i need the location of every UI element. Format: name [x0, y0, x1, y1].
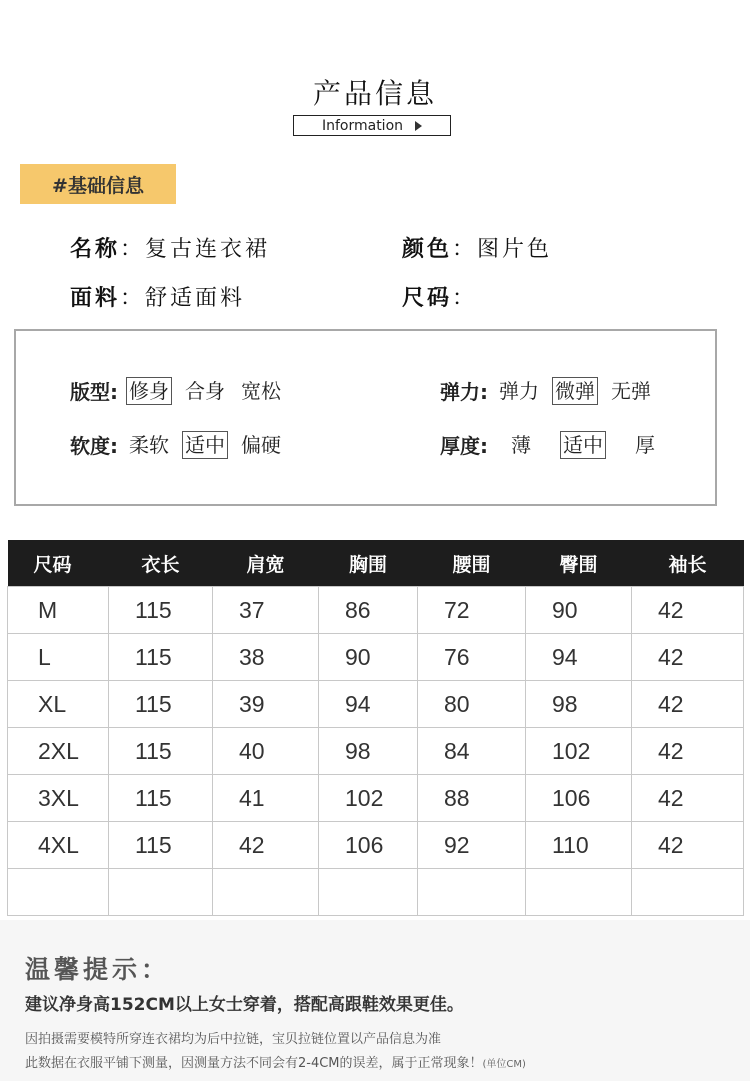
size-table-cell: 84 — [418, 728, 526, 775]
section-tag-basic-info: #基础信息 — [20, 164, 176, 204]
size-table-cell: 115 — [109, 587, 213, 634]
size-table-header: 臀围 — [526, 540, 632, 587]
size-table-cell: 102 — [526, 728, 632, 775]
attr-fit-label: 版型: — [70, 380, 118, 404]
size-table-cell: 115 — [109, 681, 213, 728]
spec-fabric-separator: ： — [120, 286, 146, 311]
size-table-cell: 42 — [632, 587, 744, 634]
size-table-row — [8, 869, 744, 916]
tips-line-2 — [25, 1052, 526, 1071]
size-table-header: 肩宽 — [213, 540, 319, 587]
size-table-cell: 72 — [418, 587, 526, 634]
tips-line-2-text: 此数据在衣服平铺下测量，因测量方法不同会有2-4CM的误差，属于正常现象！ — [25, 1056, 483, 1071]
page-title: 产品信息 — [312, 77, 437, 110]
information-badge — [293, 115, 451, 136]
size-table-row — [8, 681, 744, 728]
attr-softness-option: 偏硬 — [241, 432, 281, 457]
size-table-cell: 92 — [418, 822, 526, 869]
size-table — [7, 540, 744, 916]
size-table-cell: 80 — [418, 681, 526, 728]
spec-name — [70, 232, 270, 263]
size-table-row — [8, 822, 744, 869]
size-table-cell: 106 — [526, 775, 632, 822]
spec-fabric-label: 面料 — [70, 286, 121, 311]
size-table-row — [8, 728, 744, 775]
size-table-size-cell: L — [8, 634, 109, 681]
size-table-cell: 40 — [213, 728, 319, 775]
size-table-cell: 42 — [632, 728, 744, 775]
information-label: Information — [321, 117, 404, 134]
size-table-header-row — [8, 540, 744, 587]
attr-fit-option: 宽松 — [241, 378, 281, 403]
size-table-cell: 90 — [526, 587, 632, 634]
spec-color — [402, 232, 552, 263]
attr-thickness — [440, 430, 668, 459]
attr-thickness-option: 适中 — [560, 431, 606, 459]
spec-size-label: 尺码 — [402, 286, 453, 311]
attr-thickness-label: 厚度: — [440, 434, 488, 458]
size-table-cell: 106 — [319, 822, 418, 869]
size-table-cell — [632, 869, 744, 916]
size-table-header: 尺码 — [8, 540, 109, 587]
attr-thickness-option: 薄 — [511, 432, 531, 457]
size-table-cell: 115 — [109, 775, 213, 822]
size-table-cell: 42 — [632, 634, 744, 681]
spec-color-label: 颜色 — [402, 237, 453, 262]
spec-color-value: 图片色 — [477, 237, 553, 262]
attr-elasticity-option: 弹力 — [499, 378, 539, 403]
size-table-cell: 102 — [319, 775, 418, 822]
size-table-cell: 38 — [213, 634, 319, 681]
size-table-cell — [213, 869, 319, 916]
size-table-cell: 41 — [213, 775, 319, 822]
spec-fabric — [70, 281, 245, 312]
attr-thickness-option: 厚 — [635, 432, 655, 457]
size-table-cell — [109, 869, 213, 916]
size-table-size-cell: 3XL — [8, 775, 109, 822]
tips-line-1: 因拍摄需要模特所穿连衣裙均为后中拉链，宝贝拉链位置以产品信息为准 — [25, 1032, 442, 1047]
size-table-cell: 88 — [418, 775, 526, 822]
attr-fit — [70, 376, 294, 405]
size-table-size-cell: XL — [8, 681, 109, 728]
size-table-cell — [526, 869, 632, 916]
size-table-cell: 115 — [109, 822, 213, 869]
size-table-row — [8, 587, 744, 634]
play-arrow-icon — [415, 121, 422, 131]
attr-fit-option: 合身 — [185, 378, 225, 403]
size-table-row — [8, 775, 744, 822]
attr-elasticity-option: 微弹 — [552, 377, 598, 405]
size-table-cell: 39 — [213, 681, 319, 728]
size-table-header: 胸围 — [319, 540, 418, 587]
spec-size-separator: ： — [452, 286, 478, 311]
tips-main: 建议净身高152CM以上女士穿着，搭配高跟鞋效果更佳。 — [25, 995, 464, 1015]
size-table-size-cell: 4XL — [8, 822, 109, 869]
size-table-size-cell: 2XL — [8, 728, 109, 775]
attribute-box — [14, 329, 717, 506]
size-table-cell: 115 — [109, 634, 213, 681]
size-table-header: 衣长 — [109, 540, 213, 587]
attr-elasticity-option: 无弹 — [611, 378, 651, 403]
size-table-cell: 94 — [319, 681, 418, 728]
attr-softness-option: 适中 — [182, 431, 228, 459]
size-table-cell: 98 — [526, 681, 632, 728]
size-table-cell: 42 — [632, 822, 744, 869]
spec-name-value: 复古连衣裙 — [145, 237, 271, 262]
size-table-cell: 37 — [213, 587, 319, 634]
spec-name-label: 名称 — [70, 237, 121, 262]
spec-name-separator: ： — [120, 237, 146, 262]
size-table-cell: 42 — [632, 775, 744, 822]
size-table-cell: 110 — [526, 822, 632, 869]
attr-elasticity — [440, 376, 664, 405]
size-table-cell: 42 — [213, 822, 319, 869]
spec-fabric-value: 舒适面料 — [145, 286, 246, 311]
size-table-size-cell — [8, 869, 109, 916]
tips-title: 温馨提示： — [25, 955, 171, 984]
attr-elasticity-label: 弹力: — [440, 380, 488, 404]
size-table-cell: 90 — [319, 634, 418, 681]
size-table-cell: 94 — [526, 634, 632, 681]
spec-color-separator: ： — [452, 237, 478, 262]
tips-unit: (单位CM) — [482, 1059, 526, 1070]
size-table-size-cell: M — [8, 587, 109, 634]
attr-softness-label: 软度: — [70, 434, 118, 458]
size-table-cell — [319, 869, 418, 916]
attr-fit-option: 修身 — [126, 377, 172, 405]
size-table-cell: 115 — [109, 728, 213, 775]
size-table-header: 袖长 — [632, 540, 744, 587]
size-table-cell: 98 — [319, 728, 418, 775]
size-table-cell — [418, 869, 526, 916]
size-table-row — [8, 634, 744, 681]
attr-softness-option: 柔软 — [129, 432, 169, 457]
attr-softness — [70, 430, 294, 459]
size-table-header: 腰围 — [418, 540, 526, 587]
size-table-cell: 42 — [632, 681, 744, 728]
spec-size — [402, 281, 477, 312]
size-table-cell: 76 — [418, 634, 526, 681]
size-table-cell: 86 — [319, 587, 418, 634]
